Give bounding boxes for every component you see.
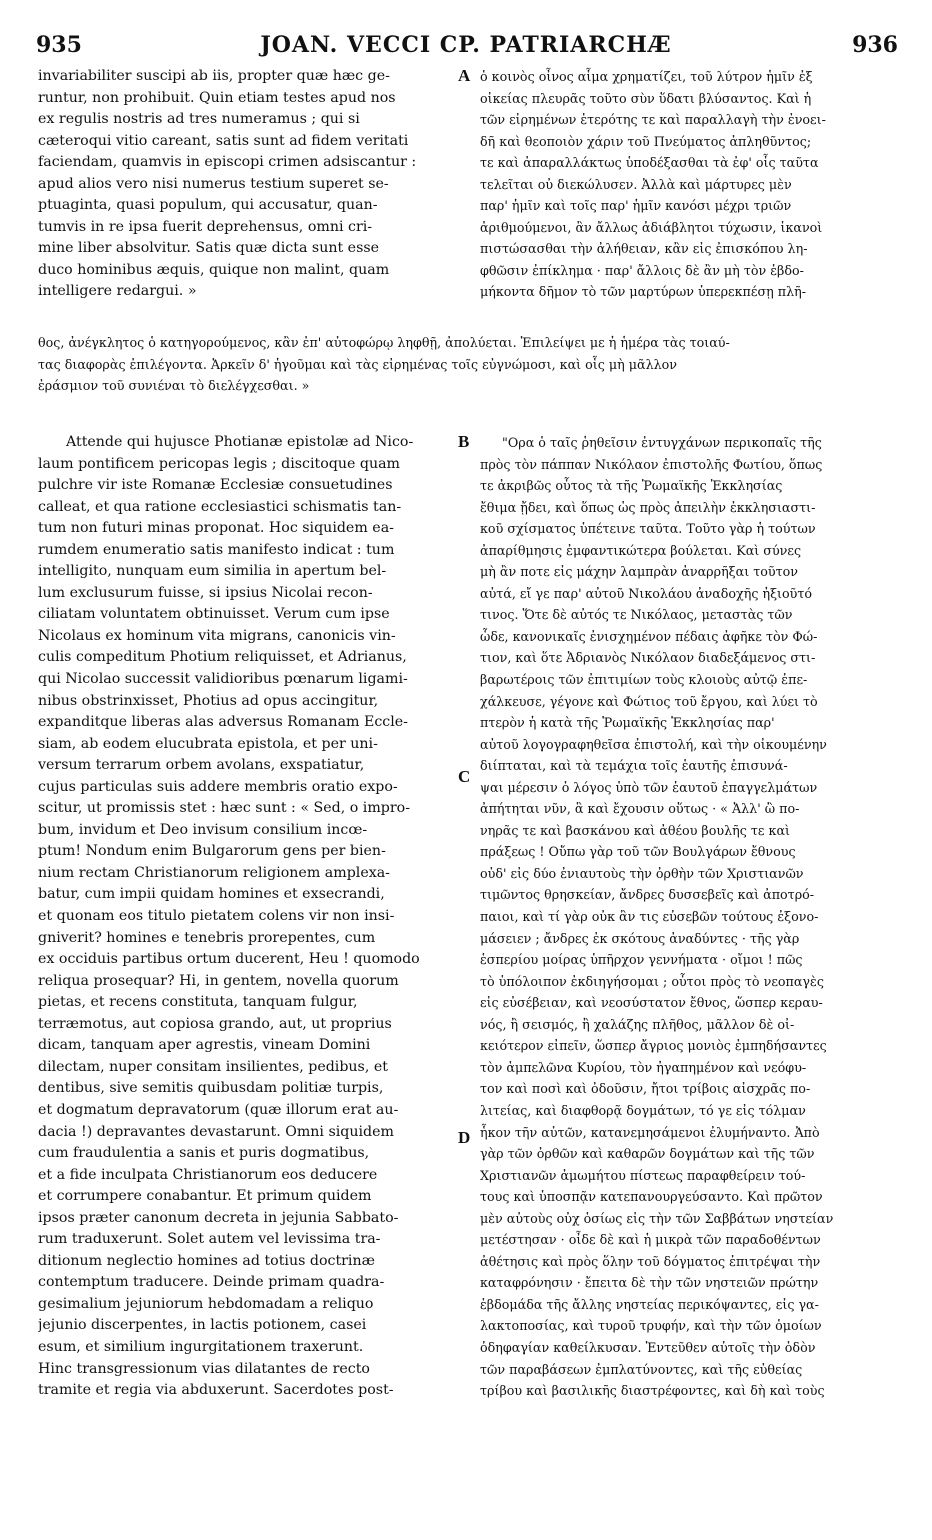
text-line: τους καὶ ὑποσπᾷν κατεπανουργεύσαντο. Καὶ πρῶτον <box>480 1189 823 1205</box>
text-line: nium rectam Christianorum religionem amplexa- <box>38 864 390 881</box>
text-line: Χριστιανῶν ἀμωμήτου πίστεως παραφθείρειν τού- <box>480 1167 806 1183</box>
text-line: ἀπαρίθμησις ἐμφαντικώτερα βούλεται. Καὶ σύνες <box>480 542 802 558</box>
text-line: terræmotus, aut copiosa grando, aut, ut proprius <box>38 1015 392 1032</box>
text-line: batur, cum impii quidam homines et exsecrandi, <box>38 886 385 903</box>
text-line: τε ἀκριβῶς οὗτος τὰ τῆς Ῥωμαϊκῆς Ἐκκλησίας <box>480 478 783 494</box>
text-line: gniverit? homines e tenebris prorepentes, cum <box>38 929 376 946</box>
text-line: τὸν ἀμπελῶνα Κυρίου, τὸν ἠγαπημένον καὶ νεόφυ- <box>480 1059 807 1075</box>
text-line: ἑβδομάδα τῆς ἄλλης νηστείας περικόψαντες, εἰς γα- <box>480 1296 819 1312</box>
text-line: οὐδ' εἰς δύο ἐνιαυτοὺς τὴν ὀρθὴν τῶν Χριστιανῶν <box>480 865 804 881</box>
text-line: τιον, καὶ ὅτε Ἀδριανὸς Νικόλαον διαδεξάμενος στι- <box>480 650 816 666</box>
text-line: ἀθέτησις καὶ πρὸς ὅλην τοῦ δόγματος ἐπιτρέψαι τὴν <box>480 1253 821 1269</box>
text-line: apud alios vero nisi numerus testium superet se- <box>38 175 389 192</box>
page-number-left: 935 <box>36 32 82 58</box>
text-line: bum, invidum et Deo invisum consilium incœ- <box>38 821 368 838</box>
margin-letter-c: C <box>458 767 471 786</box>
text-line: τον καὶ ποσὶ καὶ ὀδοῦσιν, ἤτοι τρίβοις αἰσχρᾶς πο- <box>480 1081 811 1097</box>
text-line: ciliatam voluntatem obtinuisset. Verum cum ipse <box>38 606 390 623</box>
text-line: cæteroqui vitio careant, satis sunt ad fidem veritati <box>38 132 409 149</box>
text-line: gesimalium jejuniorum hebdomadam a reliquo <box>38 1295 374 1312</box>
text-line: μάσειεν ; ἄνδρες ἐκ σκότους ἀναδύντες · τῆς γὰρ <box>480 930 800 946</box>
text-line: cujus particulas suis addere membris oratio expo- <box>38 778 398 795</box>
text-line: ptuaginta, quasi populum, qui accusatur, quan- <box>38 197 378 214</box>
text-line: ἔθιμα ᾔδει, καὶ ὅπως ὡς πρὸς ἀπειλὴν ἐκκλησιαστι- <box>480 499 816 515</box>
text-line: ψαι μέρεσιν ὁ λόγος ὑπὸ τῶν ἑαυτοῦ ἐπαγγελμάτων <box>480 779 818 795</box>
text-line: λακτοποσίας, καὶ τυροῦ τρυφήν, καὶ τὴν τῶν ὁμοίων <box>480 1318 822 1334</box>
text-line: ἐράσμιον τοῦ συνιέναι τὸ διελέγχεσθαι. » <box>38 378 310 394</box>
text-line: ipsos præter canonum decreta in jejunia Sabbato- <box>38 1209 399 1226</box>
text-line: ὧδε, κανονικαῖς ἐνισχημένον πέδαις ἀφῆκε τὸν Φώ- <box>480 628 818 644</box>
text-line: τῶν παραβάσεων ἐμπλατύνοντες, καὶ τῆς εὐθείας <box>480 1361 803 1377</box>
text-line: γὰρ τῶν ὀρθῶν καὶ καθαρῶν δογμάτων καὶ τῆς τῶν <box>480 1146 815 1162</box>
running-title: JOAN. VECCI CP. PATRIARCHÆ <box>260 32 672 58</box>
text-line: et corrumpere conabantur. Et primum quidem <box>38 1188 372 1205</box>
text-line: calleat, et qua ratione ecclesiastici schismatis tan- <box>38 498 402 515</box>
text-line: μὲν αὐτοὺς οὐχ ὁσίως εἰς τὴν τῶν Σαββάτων νηστείαν <box>480 1210 834 1226</box>
text-line: ἑσπερίου μοίρας ὑπῆρχον γεννήματα · οἴμοι ! πῶς <box>480 952 803 968</box>
text-line: παρ' ἡμῖν καὶ τοῖς παρ' ἡμῖν κανόσι μέχρι τριῶν <box>480 198 792 214</box>
text-line: reliqua prosequar? Hi, in gentem, novella quorum <box>38 972 399 989</box>
text-line: ditionum neglectio homines ad totius doctrinæ <box>38 1252 375 1269</box>
text-line: et a fide inculpata Christianorum eos deducere <box>38 1166 378 1183</box>
text-line: cum fraudulentia a sanis et puris dogmatibus, <box>38 1145 370 1162</box>
text-line: dentibus, sive semitis quibusdam politiæ turpis, <box>38 1080 384 1097</box>
text-line: laum pontificem pericopas legis ; discitoque quam <box>38 455 400 472</box>
text-line: Hinc transgressionum vias dilatantes de recto <box>38 1360 370 1377</box>
text-line: τιμῶντος θρησκείαν, ἄνδρες δυσσεβεῖς καὶ ἀποτρό- <box>480 887 815 903</box>
text-line: Nicolaus ex hominum vita migrans, canonicis vin- <box>38 627 396 644</box>
text-line: παιοι, καὶ τί γὰρ οὐκ ἂν τις εὐσεβῶν τούτους ἐξονο- <box>480 909 819 925</box>
text-line: nibus obstrinxisset, Photius ad opus accingitur, <box>38 692 379 709</box>
text-line: φθῶσιν ἐπίκλημα · παρ' ἄλλοις δὲ ἂν μὴ τὸν ἑβδο- <box>480 262 804 278</box>
text-line: invariabiliter suscipi ab iis, propter quæ hæc ge- <box>38 68 390 84</box>
text-line: θος, ἀνέγκλητος ὁ κατηγορούμενος, κἂν ἐπ' αὐτοφώρῳ ληφθῇ, ἀπολύεται. Ἐπιλείψει με ἡ ἡμέρα τὰς τοιαύ- <box>38 335 730 350</box>
greek-spanning-lines <box>38 332 900 397</box>
text-line: τελεῖται οὐ διεκώλυσεν. Ἀλλὰ καὶ μάρτυρες μὲν <box>480 176 792 192</box>
margin-letter-b: B <box>458 432 470 451</box>
text-line: rumdem enumeratio satis manifesto indicat : tum <box>38 541 395 558</box>
text-line: ex regulis nostris ad tres numeramus ; qui si <box>38 111 360 128</box>
text-line: dacia !) depravantes devastarunt. Omni siquidem <box>38 1123 394 1140</box>
text-line: rum traduxerunt. Solet autem vel levissima tra- <box>38 1231 381 1248</box>
text-line: dicam, tanquam aper agrestis, vineam Domini <box>38 1037 371 1054</box>
greek-column-top <box>480 66 900 303</box>
text-line: πράξεως ! Οὔπω γὰρ τοῦ τῶν Βουλγάρων ἔθνους <box>480 844 796 860</box>
text-line: runtur, non prohibuit. Quin etiam testes apud nos <box>38 89 396 106</box>
text-line: intelligito, nunquam eum similia in apertum bel- <box>38 563 387 580</box>
text-line: culis compeditum Photium reliquisset, et Adrianus, <box>38 649 407 666</box>
text-line: expanditque liberas alas adversus Romanam Eccle- <box>38 714 408 731</box>
text-line: τρίβου καὶ βασιλικῆς διαστρέφοντες, καὶ δὴ καὶ τοὺς <box>480 1383 825 1399</box>
text-line: ὀδηφαγίαν καθείλκυσαν. Ἐντεῦθεν αὐτοῖς τὴν ὁδὸν <box>480 1339 816 1355</box>
text-line: ὁ κοινὸς οἶνος αἷμα χρηματίζει, τοῦ λύτρον ἡμῖν ἐξ <box>480 69 813 84</box>
text-line: νός, ἢ σεισμός, ἢ χαλάζης πλῆθος, μᾶλλον δὲ οἰ- <box>480 1016 795 1032</box>
page-number-right: 936 <box>852 32 898 58</box>
text-line: καταφρόνησιν · ἔπειτα δὲ τὴν τῶν νηστειῶν πρώτην <box>480 1275 819 1291</box>
text-line: "Ορα ὁ ταῖς ῥηθεῖσιν ἐντυγχάνων περικοπαῖς τῆς <box>502 435 822 450</box>
text-line: τῶν εἰρημένων ἑτερότης τε καὶ παραλλαγὴ τὴν ἐνοει- <box>480 112 826 128</box>
text-line: ptum! Nondum enim Bulgarorum gens per bien- <box>38 843 386 860</box>
text-line: tum non futuri minas proponat. Hoc siquidem ea- <box>38 520 394 537</box>
greek-column-main <box>480 432 900 1402</box>
text-line: Attende qui hujusce Photianæ epistolæ ad Nico- <box>66 434 414 450</box>
text-line: πρὸς τὸν πάππαν Νικόλαον ἐπιστολῆς Φωτίου, ὅπως <box>480 456 823 472</box>
text-line: διίπταται, καὶ τὰ τεμάχια τοῖς ἑαυτῆς ἐπισυνά- <box>480 758 788 774</box>
text-line: intelligere redargui. » <box>38 283 197 300</box>
text-line: contemptum traducere. Deinde primam quadra- <box>38 1274 385 1291</box>
text-line: pietas, et recens constituta, tanquam fulgur, <box>38 994 358 1011</box>
text-line: tumvis in re ipsa fuerit deprehensus, omni cri- <box>38 218 373 235</box>
text-line: λιτείας, καὶ διαφθορᾷ δογμάτων, τό γε εἰς τόλμαν <box>480 1102 806 1118</box>
text-line: αὐτοῦ λογογραφηθεῖσα ἐπιστολή, καὶ τὴν οἰκουμένην <box>480 736 827 752</box>
text-line: μετέστησαν · οἶδε δὲ καὶ ἡ μικρὰ τῶν παραδοθέντων <box>480 1232 821 1248</box>
text-line: κειότερον εἰπεῖν, ὥσπερ ἄγριος μονιὸς ἐμπηδήσαντες <box>480 1038 827 1054</box>
text-line: siam, ab eodem elucubrata epistola, et per uni- <box>38 735 378 752</box>
text-line: εἰς εὐσέβειαν, καὶ νεοσύστατον ἔθνος, ὥσπερ κεραυ- <box>480 995 823 1011</box>
running-header <box>30 28 902 64</box>
text-line: ἀπήτηται νῦν, ἃ καὶ ἔχουσιν οὕτως · « Ἀλλ' ὢ πο- <box>480 801 800 817</box>
text-line: ex occiduis partibus ortum ducerent, Heu ! quomodo <box>38 951 420 968</box>
text-line: μὴ ἂν ποτε εἰς μάχην λαμπρὰν ἀναρρῆξαι τοῦτον <box>480 564 798 580</box>
text-line: dilectam, nuper consitam insilientes, pedibus, et <box>38 1058 388 1075</box>
text-line: κοῦ σχίσματος ὑπέτεινε ταῦτα. Τοῦτο γὰρ ἡ τούτων <box>480 521 816 537</box>
text-line: versum terrarum orbem avolans, exspatiatur, <box>38 757 365 774</box>
text-line: ἀριθμούμενοι, ἂν ἄλλως ἀδιάβλητοι τύχωσιν, ἱκανοὶ <box>480 219 823 235</box>
text-line: faciendam, quamvis in episcopi crimen adsiscantur : <box>38 154 417 171</box>
text-line: et dogmatum depravatorum (quæ illorum erat au- <box>38 1101 399 1118</box>
text-line: scitur, ut promissis stet : hæc sunt : « Sed, o impro- <box>38 800 410 817</box>
text-line: τας διαφορὰς ἐπιλέγοντα. Ἀρκεῖν δ' ἡγοῦμαι καὶ τὰς εἰρημένας τοῖς εὐγνώμοσι, καὶ οἷς μὴ μᾶλλον <box>38 356 678 372</box>
text-line: πιστώσασθαι τὴν ἀλήθειαν, κἂν εἰς ἐπισκόπου λη- <box>480 241 808 257</box>
text-line: τε καὶ ἀπαραλλάκτως ὑποδέξασθαι τὰ ἐφ' οἷς ταῦτα <box>480 155 819 171</box>
text-line: ἧκον τῆν αὐτῶν, κατανεμησάμενοι ἐλυμήναντο. Ἀπὸ <box>480 1124 820 1140</box>
text-line: πτερὸν ἡ κατὰ τῆς Ῥωμαϊκῆς Ἐκκλησίας παρ' <box>480 715 775 731</box>
text-line: τινος. Ὅτε δὲ αὐτός τε Νικόλαος, μεταστὰς τῶν <box>480 607 793 623</box>
text-line: οἰκείας πλευρᾶς τοῦτο σὺν ὕδατι βλύσαντος. Καὶ ἡ <box>480 90 812 106</box>
text-line: esum, et similium ingurgitationem traxerunt. <box>38 1338 364 1355</box>
text-line: pulchre vir iste Romanæ Ecclesiæ consuetudines <box>38 477 393 494</box>
text-line: tramite et regia via abduxerunt. Sacerdotes post- <box>38 1382 394 1399</box>
text-line: et quonam eos titulo pietatem colens vir non insi- <box>38 908 395 925</box>
text-line: αὐτά, εἴ γε παρ' αὐτοῦ Νικολάου ἀναδοχῆς ἠξιοῦτό <box>480 585 813 601</box>
text-line: μήκοντα δῆμον τὸ τῶν μαρτύρων ὑπερεκπέσῃ πλῆ- <box>480 284 807 300</box>
text-line: qui Nicolao successit validioribus pœnarum ligami- <box>38 671 408 688</box>
text-line: lum exclusurum fuisse, si ipsius Nicolai recon- <box>38 584 373 601</box>
text-line: τὸ ὑπόλοιπον ἐκδιηγήσομαι ; οὗτοι πρὸς τὸ νεοπαγὲς <box>480 973 824 989</box>
latin-column-main <box>38 432 456 1402</box>
text-line: χάλκευσε, γέγονε καὶ Φώτιος τοῦ ἔργου, καὶ λύει τὸ <box>480 693 818 709</box>
text-line: δῆ καὶ θεοποιὸν χάριν τοῦ Πνεύματος ἀπληθῦντος; <box>480 133 812 149</box>
margin-letter-a: A <box>458 66 471 85</box>
margin-letter-d: D <box>458 1128 471 1147</box>
text-line: duco hominibus æquis, quique non malint, quam <box>38 261 390 278</box>
text-line: jejunio discerpentes, in lactis potionem, casei <box>38 1317 367 1334</box>
text-line: νηρᾶς τε καὶ βασκάνου καὶ ἀθέου βουλῆς τε καὶ <box>480 822 791 838</box>
text-line: βαρωτέροις τῶν ἐπιτιμίων τοὺς κλοιοὺς αὐτῷ ἐπε- <box>480 672 808 688</box>
text-line: mine liber absolvitur. Satis quæ dicta sunt esse <box>38 240 380 257</box>
latin-column-top <box>38 66 456 303</box>
